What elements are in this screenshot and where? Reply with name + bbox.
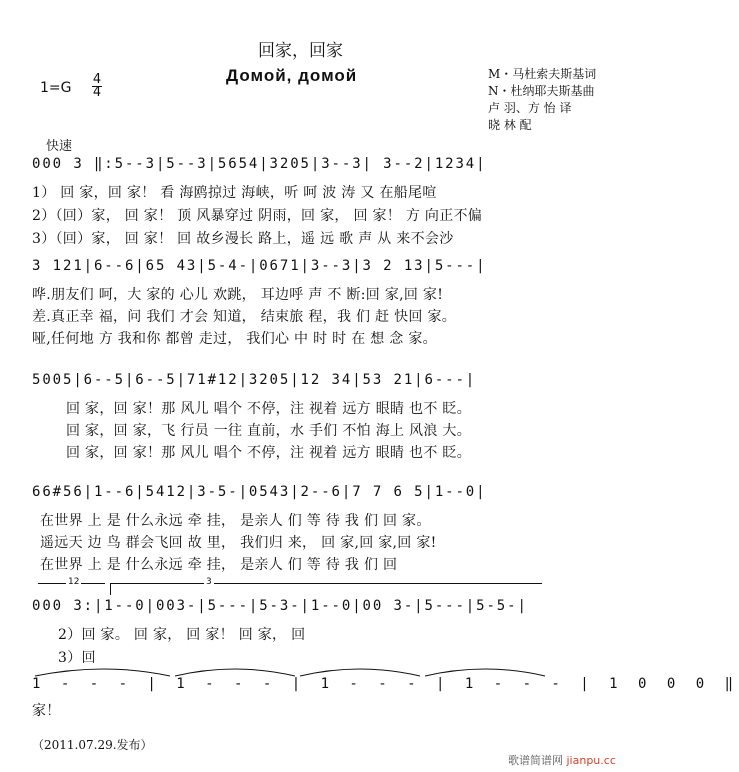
lyric-verse-1: 1） 回 家，回 家！ 看 海鸥掠过 海峡，听 呵 波 涛 又 在船尾喧	[32, 185, 437, 201]
lyric-verse-2: 回 家，回 家，飞 行员 一往 直前，水 手们 不怕 海上 风浪 大。	[66, 423, 471, 439]
credit-lyricist: M・马杜索夫斯基词	[488, 67, 597, 81]
time-signature	[92, 74, 102, 99]
lyric-verse-2: 2）回 家。 回 家， 回 家！ 回 家， 回	[58, 627, 306, 643]
lyric-verse-3: 哑,任何地 方 我和你 都曾 走过， 我们心 中 时 时 在 想 念 家。	[32, 331, 437, 347]
notes-line: 000 3:|1--0|003-|5---|5-3-|1--0|00 3-|5---|5-5-|	[32, 598, 528, 614]
notes-line: 5005|6--5|6--5|71#12|3205|12 34|53 21|6---|	[32, 372, 477, 388]
lyric-verse-2: 遥远天 边 鸟 群会飞回 故 里， 我们归 来， 回 家,回 家,回 家!	[40, 535, 437, 551]
credits	[488, 66, 596, 134]
lyric-verse-2: 2）（回）家， 回 家！ 顶 风暴穿过 阴雨，回 家， 回 家！ 方 向正不偏	[32, 208, 483, 224]
title-russian: Домой, домой	[226, 66, 358, 85]
watermark-url: jianpu.cc	[566, 754, 616, 767]
lyric-verse-1: 回 家，回 家！那 风儿 唱个 不停，注 视着 远方 眼睛 也不 眨。	[66, 401, 471, 417]
credit-arranger: 晓 林 配	[488, 118, 532, 132]
notes-line: 000 3 ‖:5--3|5--3|5654|3205|3--3| 3--2|1234|	[32, 156, 487, 172]
tie-arc	[175, 669, 295, 676]
tempo-marking: 快速	[46, 139, 73, 154]
tie-arc	[300, 669, 420, 676]
watermark-site: 歌谱简谱网	[508, 754, 563, 767]
time-sig-denominator: 4	[92, 85, 102, 100]
volta-1-label: 12	[68, 577, 80, 587]
title-chinese: 回家，回家	[258, 41, 343, 61]
time-sig-numerator: 4	[92, 72, 102, 87]
volta-bracket-2	[110, 583, 542, 584]
lyric-verse-3: 在世界 上 是 什么永远 牵 挂， 是亲人 们 等 待 我 们 回	[40, 557, 398, 573]
notes-line: 66#56|1--6|5412|3-5-|0543|2--6|7 7 6 5|1--0|	[32, 484, 487, 500]
credit-composer: N・杜纳耶夫斯基曲	[488, 84, 595, 98]
lyric-verse-1: 哗.朋友们 呵，大 家的 心儿 欢跳， 耳边呼 声 不 断:回 家,回 家!	[32, 287, 444, 303]
key-signature: 1=G	[40, 80, 72, 96]
release-date: （2011.07.29.发布）	[32, 738, 153, 752]
notes-line: 3 121|6--6|65 43|5-4-|0671|3--3|3 2 13|5---|	[32, 258, 487, 274]
lyric-verse-2: 差.真正幸 福，问 我们 才会 知道， 结束旅 程，我 们 赶 快回 家。	[32, 309, 457, 325]
lyric-verse-3: 3）（回）家， 回 家！ 回 故乡漫长 路上，遥 远 歌 声 从 来不会沙	[32, 231, 454, 247]
lyric-verse-ending: 家！	[32, 703, 61, 719]
watermark	[508, 752, 616, 768]
lyric-verse-1: 在世界 上 是 什么永远 牵 挂， 是亲人 们 等 待 我 们 回 家。	[40, 513, 431, 529]
volta-2-label: 3	[206, 577, 212, 587]
notes-line: 1 - - - | 1 - - - | 1 - - - | 1 - - - | 1 0 0 0 ‖	[32, 676, 739, 692]
lyric-verse-3: 回 家，回 家！那 风儿 唱个 不停，注 视着 远方 眼睛 也不 眨。	[66, 445, 471, 461]
tie-arc	[35, 669, 170, 676]
credit-translator: 卢 羽、方 怡 译	[488, 101, 572, 115]
lyric-verse-3: 3）回	[58, 650, 96, 666]
volta-bracket-2-start	[110, 583, 111, 595]
tie-arc	[425, 669, 545, 676]
